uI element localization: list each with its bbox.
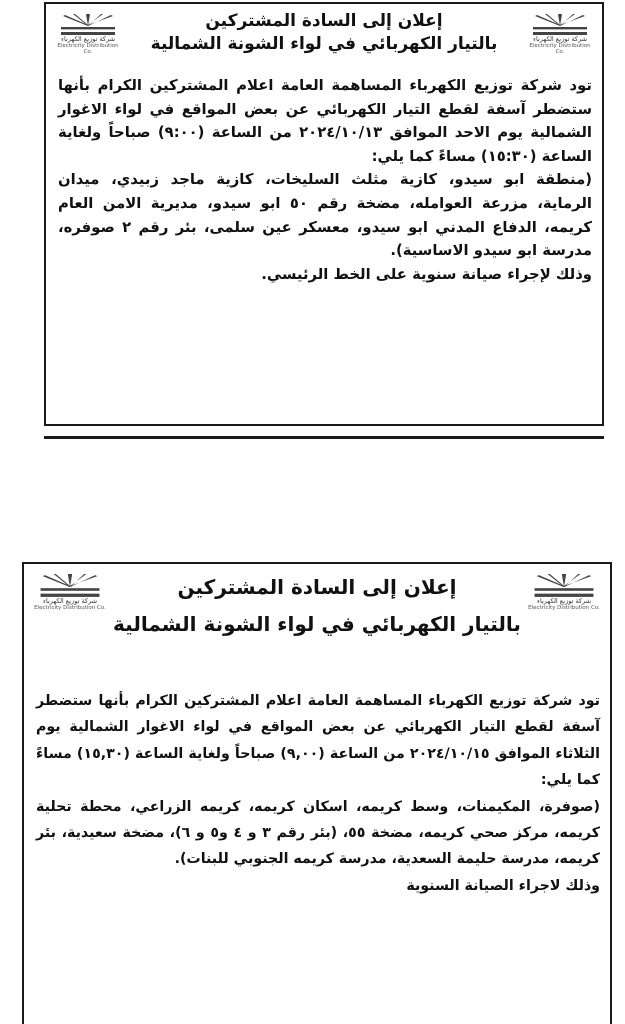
company-logo bbox=[528, 14, 592, 55]
notice-locations: (منطقة ابو سيدو، كازية مثلث السليخات، كازية ماجد زبيدي، ميدان الرماية، مزرعة العوامله، مضخة رقم ٥٠ ابو سيدو، مديرية الامن العام كريمه، الدفاع المدني ابو سيدو، معسكر عين سلمى، بئر رقم ٢ صوفره، مدرسة ابو سيدو الاساسية). bbox=[58, 171, 593, 260]
notice-header bbox=[24, 564, 610, 688]
logo-english-text: Electricity Distribution Co. bbox=[34, 605, 106, 612]
company-logo bbox=[34, 574, 106, 611]
sunburst-logo-icon bbox=[59, 14, 117, 36]
notice-locations: (صوفرة، المكيمنات، وسط كريمه، اسكان كريمه، كريمه الزراعي، محطة تحلية كريمه، مركز صحي كريمه، مضخة ٥٥، (بئر رقم ٣ و ٤ و٥ و ٦)، مضخة سعيدية، بئر كريمه، مدرسة حليمة السعدية، مدرسة كريمه الجنوبي للبنات). bbox=[36, 798, 600, 868]
notice-title-line2: بالتيار الكهربائي في لواء الشونة الشمالية bbox=[113, 612, 521, 636]
notice-closing: وذلك لاجراء الصيانة السنوية bbox=[406, 877, 600, 894]
notice-paragraph: تود شركة توزيع الكهرباء المساهمة العامة اعلام المشتركين الكرام بأنها ستضطر آسفة لقطع التيار الكهربائي عن بعض المواقع في لواء الاغوار الشمالية يوم الثلاثاء الموافق ٢٠٢٤/١٠/١٥ من الساعة (٩,٠٠) صباحاً ولغاية الساعة (١٥,٣٠) مساءً كما يلي: bbox=[36, 693, 600, 789]
company-logo bbox=[56, 14, 120, 55]
notice-1 bbox=[44, 2, 604, 426]
company-logo bbox=[528, 574, 600, 611]
sunburst-logo-icon bbox=[38, 574, 102, 598]
logo-english-text: Electricity Distribution Co. bbox=[529, 43, 591, 56]
sunburst-logo-icon bbox=[532, 574, 596, 598]
logo-arabic-text: شركة توزيع الكهرباء bbox=[536, 597, 592, 605]
logo-english-text: Electricity Distribution Co. bbox=[528, 605, 600, 612]
logo-arabic-text: شركة توزيع الكهرباء bbox=[42, 597, 98, 605]
notice-body bbox=[46, 74, 602, 286]
logo-arabic-text: شركة توزيع الكهرباء bbox=[60, 35, 116, 43]
logo-arabic-text: شركة توزيع الكهرباء bbox=[532, 35, 588, 43]
sunburst-logo-icon bbox=[531, 14, 589, 36]
notice-title-line1: إعلان إلى السادة المشتركين bbox=[177, 575, 457, 599]
divider-rule bbox=[44, 436, 604, 439]
notice-title-line1: إعلان إلى السادة المشتركين bbox=[205, 11, 443, 31]
notice-2 bbox=[22, 562, 612, 1024]
notice-title-line2: بالتيار الكهربائي في لواء الشونة الشمالية bbox=[150, 33, 498, 54]
notice-body bbox=[24, 688, 610, 899]
notice-header bbox=[46, 4, 602, 74]
logo-english-text: Electricity Distribution Co. bbox=[57, 43, 119, 56]
notice-paragraph: تود شركة توزيع الكهرباء المساهمة العامة اعلام المشتركين الكرام بأنها ستضطر آسفة لقطع التيار الكهربائي عن بعض المواقع في لواء الاغوار الشمالية يوم الاحد الموافق ٢٠٢٤/١٠/١٣ من الساعة (٩:٠٠) صباحاً ولغاية الساعة (١٥:٣٠) مساءً كما يلي: bbox=[58, 77, 592, 165]
notice-closing: وذلك لإجراء صيانة سنوية على الخط الرئيسي. bbox=[261, 265, 592, 283]
